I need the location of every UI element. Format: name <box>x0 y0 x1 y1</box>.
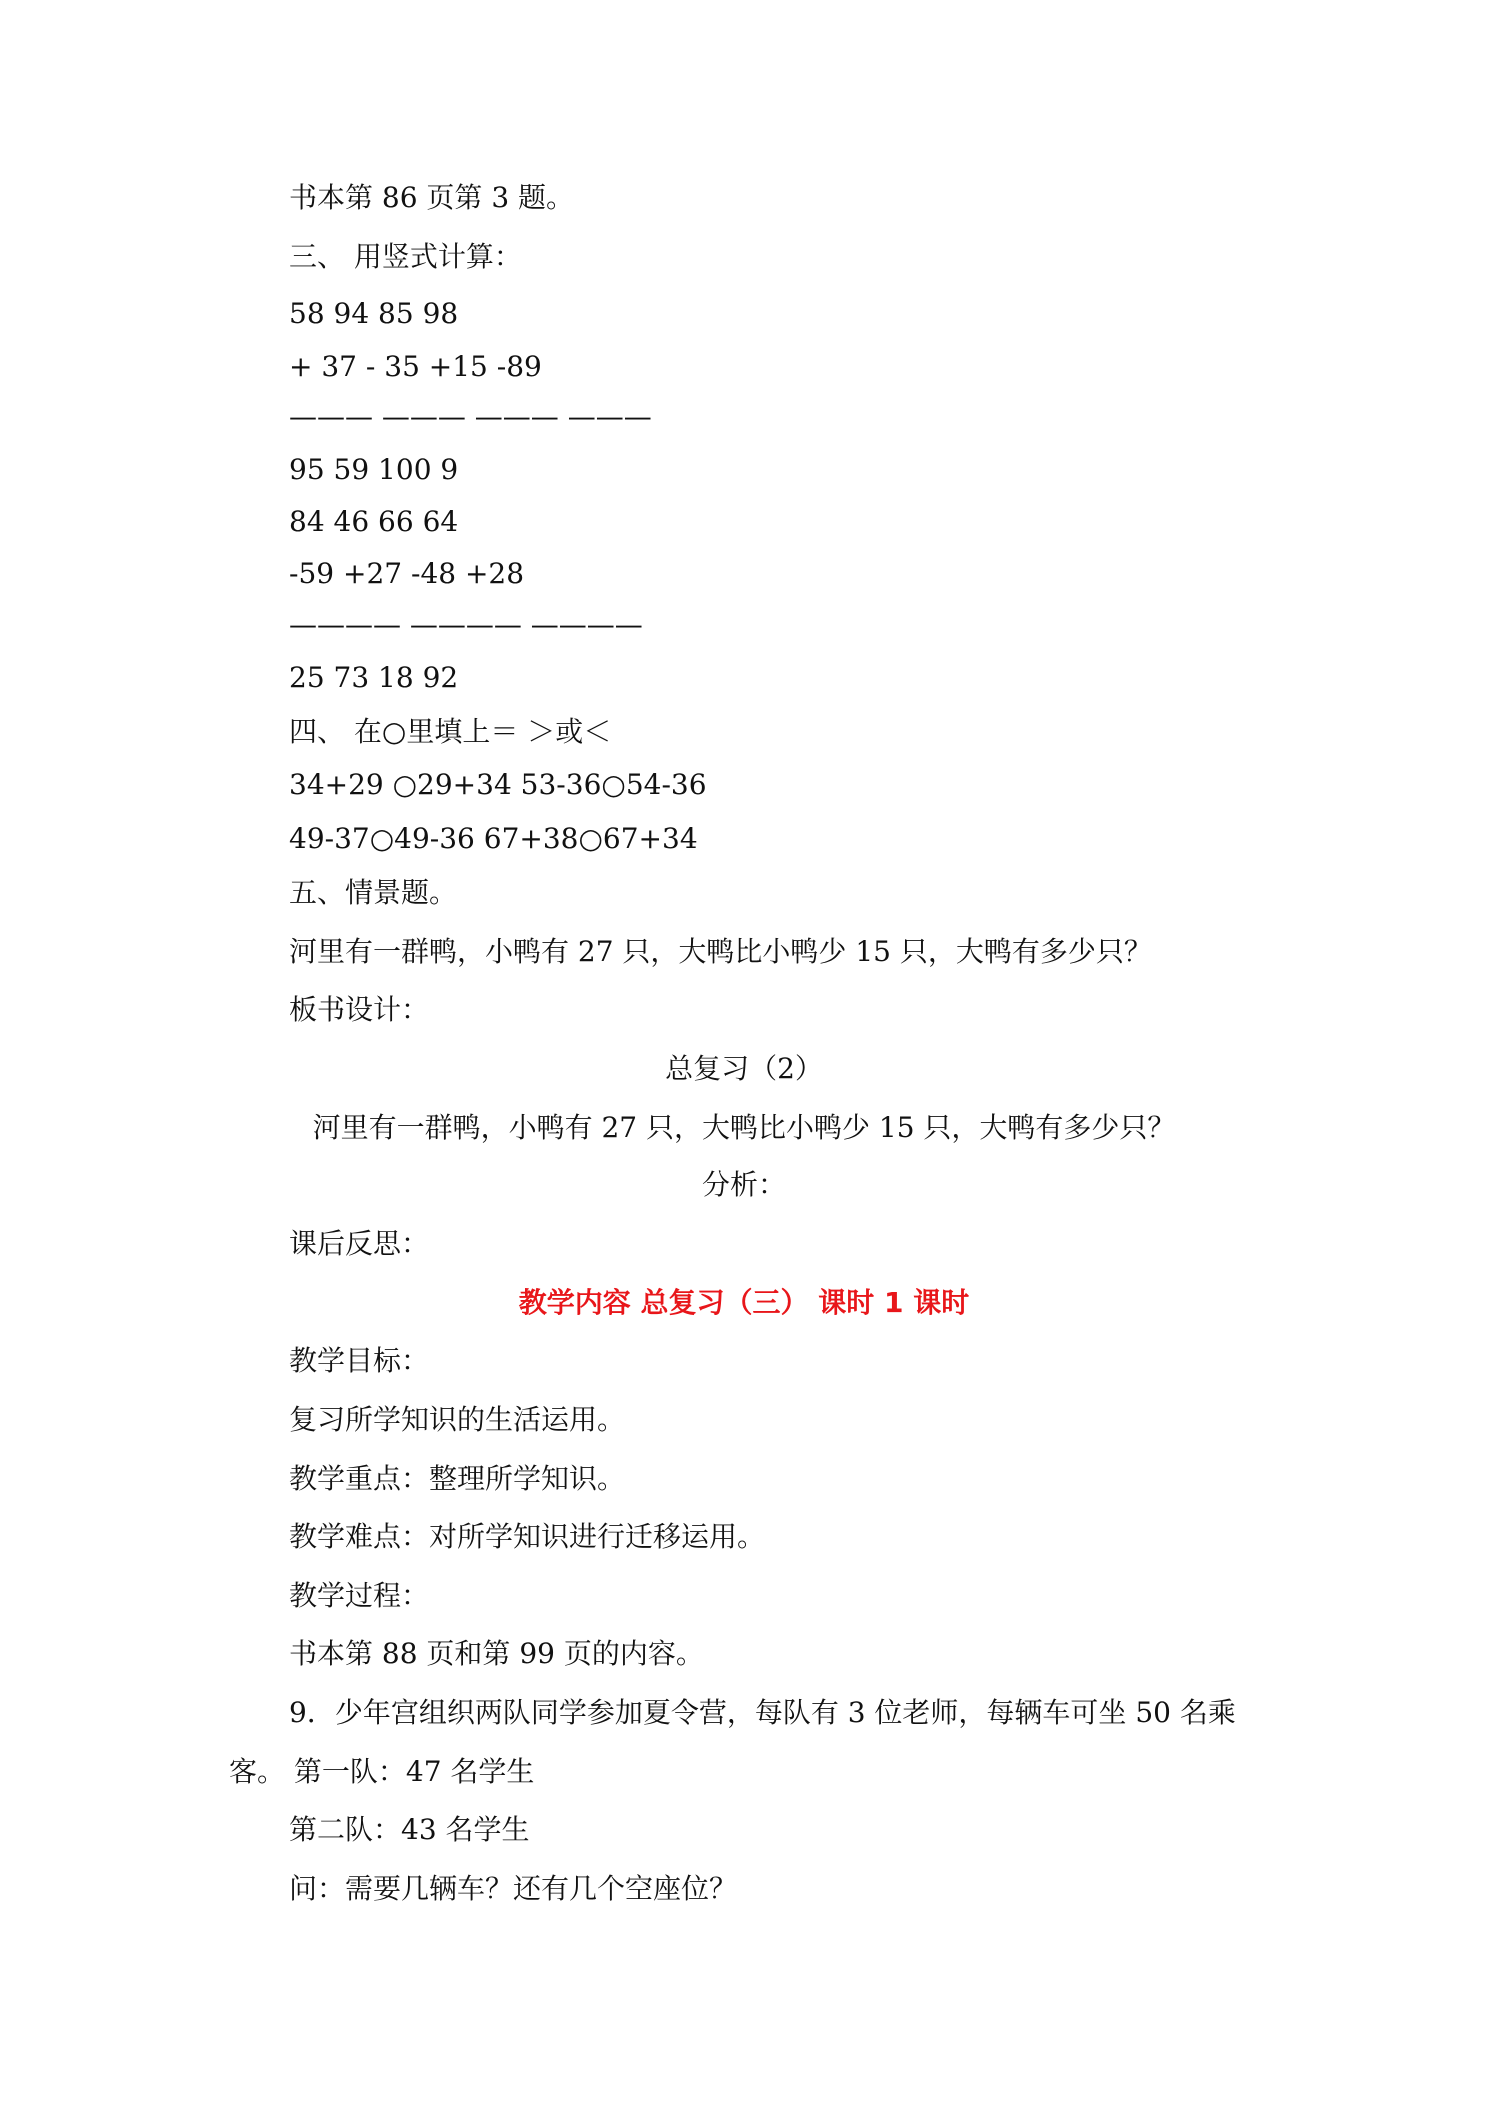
text-line: 教学难点：对所学知识进行迁移运用。 <box>289 1520 766 1553</box>
text-line: 复习所学知识的生活运用。 <box>289 1403 626 1436</box>
text-line: 河里有一群鸭，小鸭有 27 只，大鸭比小鸭少 15 只，大鸭有多少只？ <box>312 1111 1176 1144</box>
text-line: ———— ———— ———— <box>289 608 643 641</box>
board-title: 总复习（2） <box>665 1052 823 1085</box>
text-line: 49-37○49-36 67+38○67+34 <box>289 822 698 855</box>
text-line: 95 59 100 9 <box>289 453 459 486</box>
text-line: 河里有一群鸭，小鸭有 27 只，大鸭比小鸭少 15 只，大鸭有多少只？ <box>289 935 1152 968</box>
lesson-heading: 教学内容 总复习（三） 课时 1 课时 <box>518 1286 970 1319</box>
section-heading: 五、情景题。 <box>289 876 458 909</box>
text-line: ——— ——— ——— ——— <box>289 400 652 433</box>
text-line: 问：需要几辆车？还有几个空座位？ <box>289 1872 738 1905</box>
text-line: 书本第 88 页和第 99 页的内容。 <box>289 1637 704 1670</box>
text-line: 书本第 86 页第 3 题。 <box>289 181 575 214</box>
text-line: 教学过程： <box>289 1579 430 1612</box>
text-line: 教学目标： <box>289 1344 430 1377</box>
text-line: 25 73 18 92 <box>289 661 459 694</box>
text-line: 教学重点：整理所学知识。 <box>289 1462 626 1495</box>
section-heading: 四、 在○里填上＝ ＞或＜ <box>289 715 612 748</box>
text-line: -59 +27 -48 +28 <box>289 557 525 590</box>
section-heading: 三、 用竖式计算： <box>289 240 522 273</box>
text-line: 课后反思： <box>289 1227 430 1260</box>
text-line: 9．少年宫组织两队同学参加夏令营，每队有 3 位老师，每辆车可坐 50 名乘 <box>289 1696 1236 1729</box>
text-line: 第二队：43 名学生 <box>289 1813 530 1846</box>
text-line: 58 94 85 98 <box>289 297 459 330</box>
text-line: 客。 第一队：47 名学生 <box>229 1755 535 1788</box>
text-line: + 37 - 35 +15 -89 <box>289 350 542 383</box>
text-line: 分析： <box>701 1168 786 1201</box>
text-line: 34+29 ○29+34 53-36○54-36 <box>289 768 707 801</box>
text-line: 84 46 66 64 <box>289 505 459 538</box>
text-line: 板书设计： <box>289 993 430 1026</box>
